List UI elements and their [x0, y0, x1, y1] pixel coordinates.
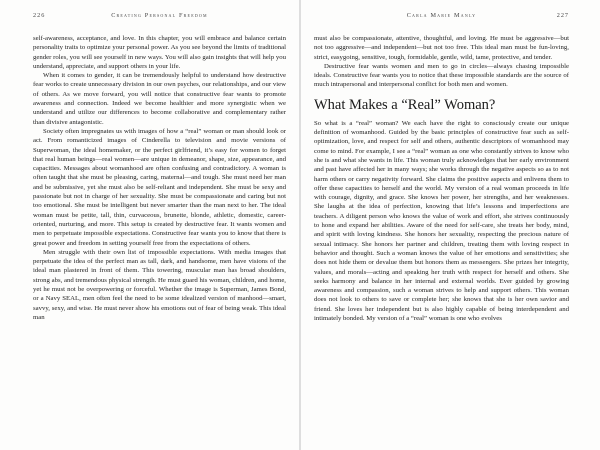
body-paragraph: must also be compassionate, attentive, thoughtful, and loving. He must be aggressive—but not too aggressive—and independent—but not too free. This ideal man must be fun-loving, strict, easygoing, sensitive, tough, formidable, gentle, wild, tame, protective, and tender. [314, 35, 569, 61]
body-paragraph: self-awareness, acceptance, and love. In this chapter, you will embrace and balance certain personality traits to optimize your personal power. As you see beyond the limits of traditional gender roles, you will see yourself in new ways. You will also gain insights that will help you understand, appreciate, and support others in your life. [33, 35, 286, 70]
right-page-number: 227 [556, 12, 569, 19]
left-page-body [33, 34, 286, 322]
body-paragraph: Destructive fear wants women and men to go in circles—always chasing impossible ideals. Constructive fear wants you to notice that these impossible standards are the source of much intrapersonal and interpersonal conflict for both men and women. [314, 62, 569, 89]
left-page-header [33, 12, 286, 22]
section-heading: What Makes a “Real” Woman? [314, 96, 496, 113]
body-paragraph: Society often impregnates us with images of how a “real” woman or man should look or act. From romanticized images of Cinderella to television and movie versions of Superwoman, the ideal homemaker, or the perfect girlfriend, it’s easy for women to forget that real human beings—real women—are unique in demeanor, shape, size, appearance, and capacities. Messages about womanhood are often confusing and contradictory. A woman is often taught that she must be pleasing, caring, maternal—and tough. She must need her man and be submissive, yet she must also be self-reliant and independent. She must be sexy and passionate but not in charge of her sexuality. She must be compassionate and caring but not too emotional. She must be intelligent but never smarter than the man next to her. The ideal woman must be petite, tall, thin, curvaceous, brunette, blonde, athletic, domestic, career-oriented, nurturing, and more. This setup is created by destructive fear. It wants women and men to perpetuate impossible expectations. Constructive fear wants you to know that there is great power and freedom in setting yourself free from the expectations of others. [33, 127, 286, 247]
right-page-header [314, 12, 569, 22]
body-paragraph: So what is a “real” woman? We each have the right to consciously create our unique definition of womanhood. Guided by the basic principles of constructive fear such as self-optimization, love, and respect for self and others, authentic descriptors of womanhood may come to mind. For example, I see a “real” woman as one who constantly strives to know who she is and what she wants in life. This woman truly acknowledges that her early environment and past have affected her in many ways; she works through the negative aspects so as to not harm others or carry negativity forward. She claims the positive aspects and enlivens them to offer these capacities to herself and the world. My version of a real woman proceeds in life with courage, dignity, and grace. She knows her power, her strengths, and her weaknesses. She laughs at the idea of perfection, knowing that life’s lessons and imperfections are teachers. A diligent person who knows the value of work and effort, she strives continuously to hone and expand her abilities. Aware of the need for self-care, she treats her body, mind, and spirit with loving kindness. She honors her sexuality, respecting the precious nature of sexual intimacy. She honors her partner and children, treating them with loving respect in behavior and thought. Such a woman knows the value of her emotions and sensitivities; she does not hide them or devalue them but honors them as messengers. She prizes her integrity, values, and morals—acting and speaking her truth with respect for herself and others. She seeks harmony and balance in her internal and external worlds. Ever guided by growing awareness and compassion, such a woman strives to help and support others. This woman does not look to others to save or complete her; she knows that she is her own savior and friend. She loves her independent but is also highly capable of being interdependent and intimately bonded. My version of a “real” woman is one who evolves [314, 119, 569, 323]
body-paragraph: Men struggle with their own list of impossible expectations. With media images that perpetuate the idea of the perfect man as tall, dark, and handsome, men have visions of the ideal man plastered in front of them. This towering, muscular man has broad shoulders, strong abs, and tremendous physical strength. He must guard his woman, children, and home, yet he must not be overpowering or forceful. Whether the image is Superman, James Bond, or a Navy SEAL, men often feel the need to be some idealized version of manhood—smart, savvy, sexy, and wise. He must never show his emotions out of fear of being weak. This ideal man [33, 248, 286, 321]
right-running-head: Carla Marie Manly [406, 12, 477, 19]
body-paragraph: When it comes to gender, it can be tremendously helpful to understand how destructive fear works to create unnecessary division in our own psyches, our relationships, and our view of others. As we move forward, you will notice that constructive fear wants to promote awareness and connection. Indeed we become healthier and more synergistic when we understand and utilize our differences to become collaborative and complementary rather than divisive antagonistic. [33, 72, 286, 126]
left-page-number: 226 [33, 12, 46, 19]
right-page [301, 0, 600, 450]
left-page [0, 0, 299, 450]
right-page-body [314, 34, 569, 323]
left-running-head: Creating Personal Freedom [111, 12, 208, 19]
